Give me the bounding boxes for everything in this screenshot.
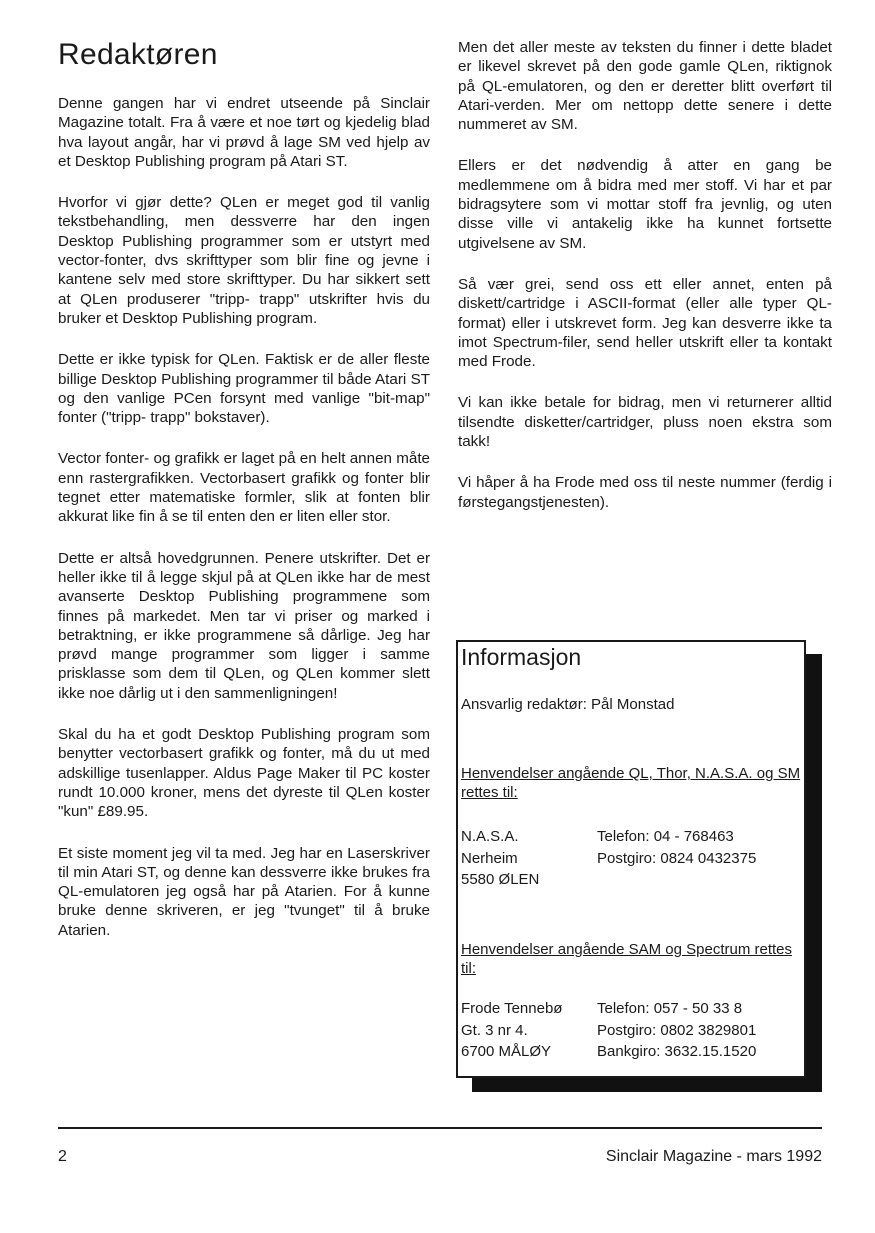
paragraph: Så vær grei, send oss ett eller annet, enten på diskett/cartridge i ASCII-format (eller alle typer QL- format) eller i utskrevet form. Jeg kan desverre ikke ta imot Spectrum-filer, send heller utskrift eller ta kontakt med Frode. — [458, 275, 832, 371]
paragraph: Dette er ikke typisk for QLen. Faktisk er de aller fleste billige Desktop Publishing programmer til både Atari ST og den vanlige PCen forsynt med vanlige "bit-map" fonter ("tripp- trapp" bokstaver). — [58, 351, 430, 427]
address-line: Gt. 3 nr 4. — [461, 1021, 528, 1039]
address-row — [461, 826, 801, 848]
address-line: N.A.S.A. — [461, 828, 519, 845]
footer-divider — [58, 1127, 822, 1129]
address-line: Nerheim — [461, 849, 518, 867]
page-number: 2 — [58, 1148, 67, 1165]
contact-address-nasa — [461, 826, 801, 891]
paragraph: Ellers er det nødvendig å atter en gang be medlemmene om å bidra med mer stoff. Vi har et par bidragsytere som vi mottar stoff fra jevnlig, og uten disse ville vi antakelig ikke ha kunnet fortsette utgivelsene av SM. — [458, 157, 832, 252]
left-column — [58, 38, 430, 962]
info-box-title: Informasjon — [461, 644, 582, 670]
contact-detail: Postgiro: 0824 0432375 — [597, 849, 757, 867]
paragraph: Hvorfor vi gjør dette? QLen er meget god til vanlig tekstbehandling, men dessverre har den ingen Desktop Publishing programmer som er utstyrt med vector-fonter, dvs skrifttyper som blir fine og jevne i kantene selv med store skrifttyper. Du har sikkert sett at QLen produserer "tripp- trapp" utskrifter hvis du bruker et Desktop Publishing program. — [58, 194, 430, 327]
publication-line: Sinclair Magazine - mars 1992 — [605, 1148, 822, 1165]
article-title: Redaktøren — [58, 38, 218, 71]
paragraph: Et siste moment jeg vil ta med. Jeg har en Laserskriver til min Atari ST, og denne kan dessverre ikke brukes fra QL-emulatoren jeg også har på Atarien. For å kunne bruke denne skriveren, er jeg "tvunget" til å bruke Atarien. — [58, 844, 430, 939]
paragraph: Vi håper å ha Frode med oss til neste nummer (ferdig i førstegangstjenesten). — [458, 474, 832, 511]
contact-detail: Telefon: 04 - 768463 — [597, 828, 734, 845]
address-line: 5580 ØLEN — [461, 871, 540, 888]
address-row — [461, 869, 801, 891]
right-column — [458, 38, 832, 534]
contact-heading-sam: Henvendelser angående SAM og Spectrum rettes til: — [461, 941, 793, 977]
paragraph: Vector fonter- og grafikk er laget på en helt annen måte enn rastergrafikken. Vectorbasert grafikk og fonter blir tegnet etter matematiske formler, slik at fonten blir akkurat like fin å se til enten den er liten eller stor. — [58, 450, 430, 526]
contact-detail: Bankgiro: 3632.15.1520 — [597, 1043, 757, 1060]
address-row — [461, 1041, 801, 1063]
responsible-editor: Ansvarlig redaktør: Pål Monstad — [461, 696, 675, 713]
contact-detail: Telefon: 057 - 50 33 8 — [597, 1000, 743, 1017]
contact-detail: Postgiro: 0802 3829801 — [597, 1021, 757, 1039]
address-row — [461, 998, 801, 1020]
paragraph: Denne gangen har vi endret utseende på Sinclair Magazine totalt. Fra å være et noe tørt og kjedelig blad hva layout angår, har vi prøvd å lage SM ved hjelp av et Desktop Publishing program på Atari ST. — [58, 95, 430, 170]
paragraph: Skal du ha et godt Desktop Publishing program som benytter vectorbasert grafikk og fonter, må du ut med adskillige tusenlapper. Aldus Page Maker til PC koster rundt 10.000 kroner, mens det dyreste til QLen koster "kun" £89.95. — [58, 726, 430, 821]
address-row — [461, 1020, 801, 1042]
contact-heading-ql: Henvendelser angående QL, Thor, N.A.S.A. og SM rettes til: — [461, 765, 801, 801]
contact-address-frode — [461, 998, 801, 1063]
information-box — [456, 640, 806, 1078]
paragraph: Vi kan ikke betale for bidrag, men vi returnerer alltid tilsendte disketter/cartridger, pluss noen ekstra som takk! — [458, 394, 832, 451]
address-row — [461, 848, 801, 870]
paragraph: Men det aller meste av teksten du finner i dette bladet er likevel skrevet på den gode gamle QLen, riktignok på QL-emulatoren, og den er deretter blitt overført til Atari-verden. Mer om nettopp dette senere i dette nummeret av SM. — [458, 39, 832, 134]
paragraph: Dette er altså hovedgrunnen. Penere utskrifter. Det er heller ikke til å legge skjul på at QLen ikke har de mest avanserte Desktop Publishing programmene som finnes på markedet. Men tar vi priser og marked i betraktning, er ikke programmene så dårlige. Jeg har prøvd mange programmer som ligger i samme prisklasse som dem til QLen, og QLen kommer slett ikke noe dårlig ut i den sammenligningen! — [58, 549, 430, 702]
address-line: Frode Tennebø — [461, 1000, 563, 1017]
address-line: 6700 MÅLØY — [461, 1043, 552, 1060]
